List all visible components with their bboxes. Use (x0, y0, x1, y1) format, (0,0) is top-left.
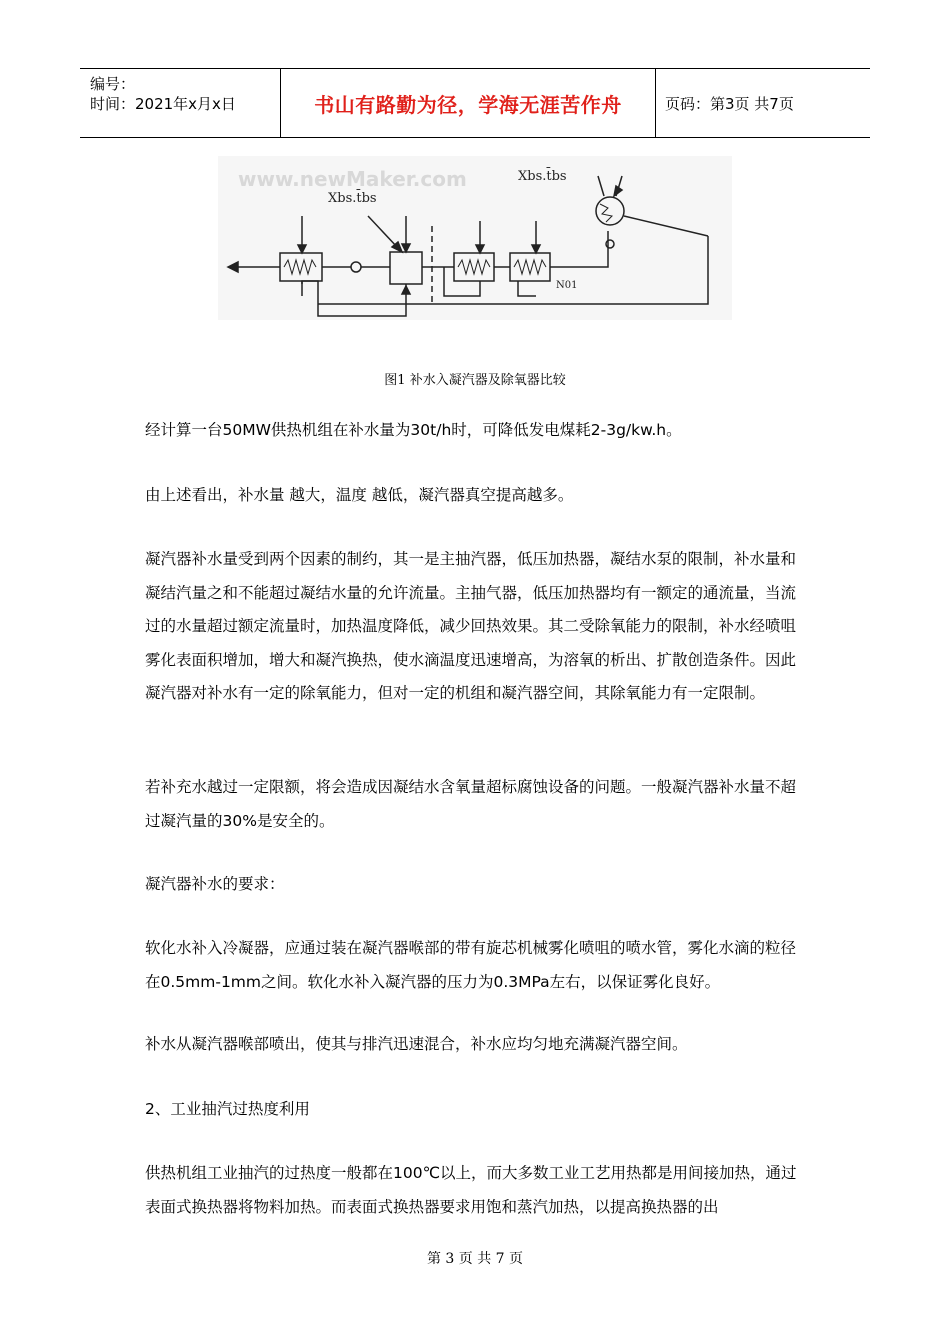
header-page-cell (655, 69, 870, 137)
process-diagram-svg (218, 156, 732, 320)
time-label: 时间：2021年x月x日 (90, 95, 236, 113)
heater-2 (454, 253, 494, 281)
motto: 书山有路勤为径，学海无涯苦作舟 (314, 92, 622, 117)
label-left: Xbs.t̄bs (328, 191, 377, 206)
paragraph-3: 凝汽器补水量受到两个因素的制约，其一是主抽汽器，低压加热器，凝结水泵的限制，补水量和凝结汽量之和不能超过凝结水量的允许流量。主抽气器，低压加热器均有一额定的通流量，当流过的水量超过额定流量时，加热温度降低，减少回热效果。其二受除氧能力的限制，补水经喷咀雾化表面积增加，增大和凝汽换热，使水滴温度迅速增高，为溶氧的析出、扩散创造条件。因此凝汽器对补水有一定的除氧能力，但对一定的机组和凝汽器空间，其除氧能力有一定限制。 (145, 550, 797, 702)
paragraph-6: 软化水补入冷凝器，应通过装在凝汽器喉部的带有旋芯机械雾化喷咀的喷水管，雾化水滴的粒径在0.5mm-1mm之间。软化水补入凝汽器的压力为0.3MPa左右，以保证雾化良好。 (145, 939, 797, 991)
watermark: www.newMaker.com (238, 167, 467, 191)
pump-2-icon (606, 240, 614, 248)
paragraph-5: 凝汽器补水的要求： (145, 875, 285, 893)
return-loop-1 (302, 281, 406, 316)
header-motto-cell (280, 69, 656, 137)
paragraph-2: 由上述看出，补水量 越大，温度 越低，凝汽器真空提高越多。 (145, 486, 574, 504)
page-header (80, 68, 870, 138)
heater-3 (510, 253, 550, 281)
page-footer: 第 3 页 共 7 页 (426, 1251, 524, 1267)
process-diagram (218, 156, 732, 320)
header-left-cell (80, 69, 280, 137)
number-label: 编号： (90, 75, 136, 93)
deaerator-box (390, 252, 422, 284)
paragraph-1: 经计算一台50MW供热机组在补水量为30t/h时，可降低发电煤耗2-3g/kw.h。 (145, 421, 682, 439)
section-heading: 2、工业抽汽过热度利用 (145, 1100, 310, 1118)
condenser-icon (596, 197, 624, 225)
page-info: 页码：第3页 共7页 (665, 94, 794, 113)
paragraph-8: 供热机组工业抽汽的过热度一般都在100℃以上，而大多数工业工艺用热都是用间接加热，通过表面式换热器将物料加热。而表面式换热器要求用饱和蒸汽加热，以提高换热器的出 (145, 1164, 797, 1216)
figure-caption: 图1 补水入凝汽器及除氧器比较 (384, 373, 566, 388)
label-n01: N01 (556, 280, 578, 291)
paragraph-7: 补水从凝汽器喉部喷出，使其与排汽迅速混合，补水应均匀地充满凝汽器空间。 (145, 1035, 688, 1053)
makeup-line-left (368, 216, 398, 248)
heater-1-coil (284, 260, 316, 274)
label-right: Xbs.t̄bs (518, 169, 567, 184)
pump-1-icon (351, 262, 361, 272)
outlet-arrow-icon (228, 262, 238, 272)
paragraph-4: 若补充水越过一定限额，将会造成因凝结水含氧量超标腐蚀设备的问题。一般凝汽器补水量不超过凝汽量的30%是安全的。 (145, 778, 797, 830)
